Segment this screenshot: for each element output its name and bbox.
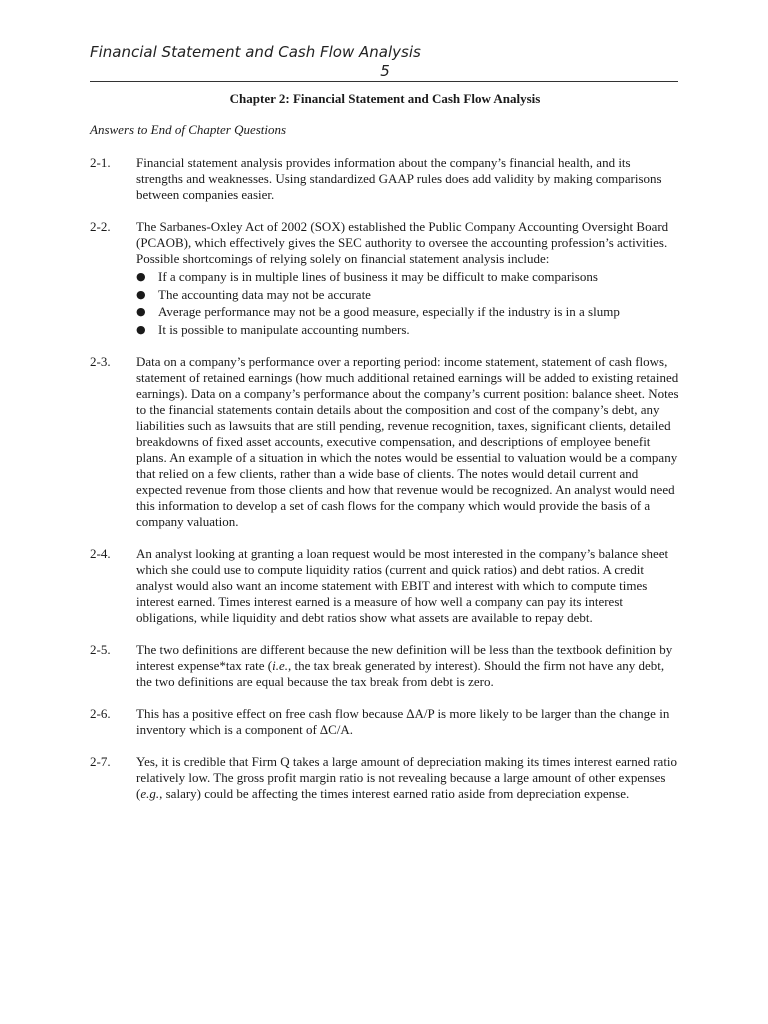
bullet-text: The accounting data may not be accurate	[158, 286, 371, 302]
answer-paragraph	[136, 754, 680, 802]
answer-item	[90, 706, 680, 738]
answer-text-run: , salary) could be affecting the times interest earned ratio aside from depreciation expense.	[159, 786, 630, 801]
bullet-text: It is possible to manipulate accounting numbers.	[158, 321, 410, 337]
answer-text	[136, 155, 680, 203]
bullet-item	[136, 286, 680, 304]
answer-text-run: The Sarbanes-Oxley Act of 2002 (SOX) established the Public Company Accounting Oversight Board (PCAOB), which effectively gives the SEC authority to oversee the accounting profession’s activities. Possible shortcomings of relying solely on financial statement analysis include:	[136, 219, 669, 266]
bullet-text: Average performance may not be a good measure, especially if the industry is in a slump	[158, 304, 620, 319]
answer-text-run: , the tax break generated by interest). Should the firm not have any debt, the two definitions are equal because the tax break from debt is zero.	[136, 658, 665, 689]
bullet-item	[136, 321, 680, 339]
answer-number: 2-3.	[90, 354, 111, 369]
answer-paragraph	[136, 706, 680, 738]
answer-text	[136, 354, 680, 530]
answer-item	[90, 155, 680, 203]
answer-number: 2-7.	[90, 754, 111, 769]
page-number: 5	[380, 62, 390, 80]
answer-text-run: This has a positive effect on free cash flow because ∆A/P is more likely to be larger than the change in inventory which is a component of ∆C/A.	[136, 706, 670, 737]
answer-text-italic: e.g.	[140, 786, 160, 801]
answer-text	[136, 546, 680, 626]
answer-text-run: The two definitions are different because the new definition will be less than the textbook definition by interest expense*tax rate (	[136, 642, 673, 673]
header-rule	[90, 81, 678, 82]
answer-paragraph	[136, 354, 680, 530]
answer-text	[136, 706, 680, 738]
bullet-icon: ●	[136, 322, 146, 336]
answer-number: 2-6.	[90, 706, 111, 721]
answer-text-run: Financial statement analysis provides information about the company’s financial health, and its strengths and weaknesses. Using standardized GAAP rules does add validity by making comparisons between companies easier.	[136, 155, 662, 202]
answer-item	[90, 546, 680, 626]
answer-text-run: Data on a company’s performance over a reporting period: income statement, statement of cash flows, statement of retained earnings (how much additional retained earnings will be added to existing retained earnings). Data on a company’s performance about the company’s current position: balance sheet. Notes to the financial statements contain details about the composition and cost of the company’s debt, any liabilities such as lawsuits that are still pending, revenue recognition, taxes, significant clients, detailed breakdowns of fixed asset accounts, executive compensation, and descriptions of employee benefit plans. An example of a situation in which the notes would be essential to valuation would be a company that relied on a few clients, rather than a wide base of clients. The notes would detail current and expected revenue from those clients and how that revenue would be recognized. An analyst would need this information to develop a set of cash flows for the company which would provide the basis of a company valuation.	[136, 354, 679, 529]
section-subheading: Answers to End of Chapter Questions	[90, 122, 287, 137]
answer-item	[90, 754, 680, 802]
running-header	[90, 42, 680, 80]
answer-text	[136, 219, 680, 338]
answer-item	[90, 642, 680, 690]
bullet-item	[136, 303, 680, 321]
running-header-title: Financial Statement and Cash Flow Analysis	[90, 43, 421, 61]
bullet-icon: ●	[136, 287, 146, 301]
answer-number: 2-1.	[90, 155, 111, 170]
answer-paragraph	[136, 155, 680, 203]
answer-number: 2-5.	[90, 642, 111, 657]
answer-number: 2-2.	[90, 219, 111, 234]
bullet-item	[136, 268, 680, 286]
answer-text-run: Yes, it is credible that Firm Q takes a large amount of depreciation making its times interest earned ratio relatively low. The gross profit margin ratio is not revealing because a large amount of other expenses (	[136, 754, 678, 801]
bullet-icon: ●	[136, 270, 146, 283]
answer-text-run: An analyst looking at granting a loan request would be most interested in the company’s balance sheet which she could use to compute liquidity ratios (current and quick ratios) and debt ratios. A credit analyst would also want an income statement with EBIT and interest with which to compute times interest earned. Times interest earned is a measure of how well a company can pay its interest obligations, while liquidity and debt ratios show what assets are available to repay debt.	[136, 546, 669, 625]
answer-paragraph	[136, 642, 680, 690]
answer-item	[90, 219, 680, 338]
answer-paragraph	[136, 219, 680, 267]
answer-item	[90, 354, 680, 530]
chapter-title: Chapter 2: Financial Statement and Cash Flow Analysis	[229, 91, 541, 106]
answer-paragraph	[136, 546, 680, 626]
bullet-icon: ●	[136, 305, 146, 318]
answer-number: 2-4.	[90, 546, 111, 561]
answers-list	[90, 155, 680, 818]
answer-text	[136, 754, 680, 802]
answer-text-italic: i.e.	[272, 658, 288, 673]
bullet-text: If a company is in multiple lines of business it may be difficult to make comparisons	[158, 269, 598, 284]
bullet-list	[136, 268, 680, 338]
answer-text	[136, 642, 680, 690]
